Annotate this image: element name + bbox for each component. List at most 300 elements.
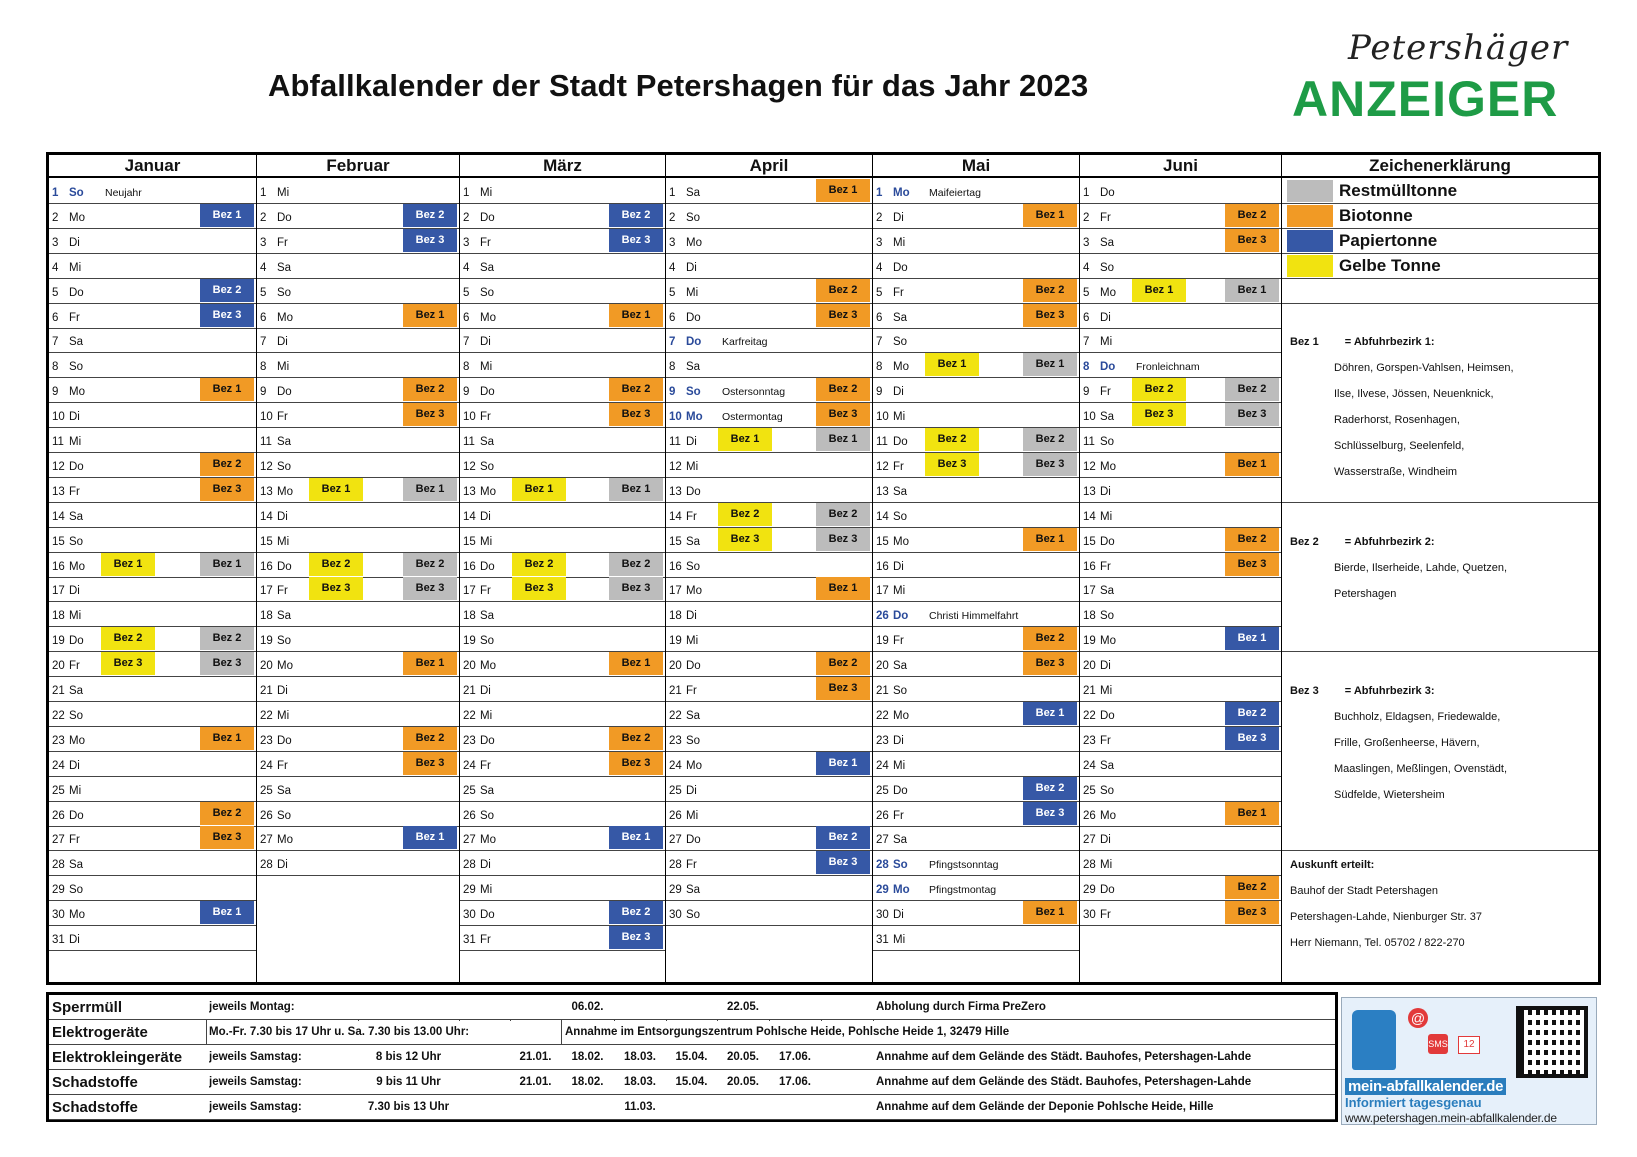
day-row[interactable] [460, 601, 665, 627]
pickup-badge-gray[interactable]: Bez 2 [403, 553, 457, 576]
day-row[interactable] [257, 178, 459, 204]
day-row[interactable] [460, 776, 665, 802]
day-row[interactable] [1080, 352, 1281, 378]
day-row[interactable] [1080, 900, 1281, 926]
pickup-badge-yellow[interactable]: Bez 1 [101, 553, 155, 576]
pickup-badge-blue[interactable]: Bez 3 [1225, 727, 1279, 750]
day-row[interactable] [49, 801, 256, 827]
pickup-badge-gray[interactable]: Bez 1 [403, 478, 457, 501]
day-row[interactable] [666, 303, 872, 329]
pickup-badge-orange[interactable]: Bez 1 [1225, 453, 1279, 476]
pickup-badge-gray[interactable]: Bez 3 [609, 577, 663, 600]
pickup-badge-orange[interactable]: Bez 1 [609, 304, 663, 327]
day-row[interactable] [460, 925, 665, 951]
day-row[interactable] [873, 452, 1079, 478]
day-row[interactable] [666, 676, 872, 702]
day-row[interactable] [1080, 726, 1281, 752]
day-row[interactable] [49, 576, 256, 602]
pickup-badge-blue[interactable]: Bez 2 [816, 826, 870, 849]
pickup-badge-orange[interactable]: Bez 3 [816, 304, 870, 327]
pickup-badge-gray[interactable]: Bez 1 [609, 478, 663, 501]
day-row[interactable] [257, 477, 459, 503]
day-row[interactable] [257, 527, 459, 553]
day-row[interactable] [666, 552, 872, 578]
day-row[interactable] [257, 825, 459, 851]
day-row[interactable] [873, 900, 1079, 926]
pickup-badge-orange[interactable]: Bez 3 [609, 403, 663, 426]
day-row[interactable] [1080, 253, 1281, 279]
day-row[interactable] [49, 701, 256, 727]
day-row[interactable] [666, 626, 872, 652]
day-row[interactable] [460, 477, 665, 503]
day-number: 11 [260, 436, 272, 448]
day-row[interactable] [873, 253, 1079, 279]
day-row[interactable] [873, 726, 1079, 752]
weekday: Mi [69, 261, 82, 274]
day-row[interactable] [1080, 676, 1281, 702]
day-row[interactable] [873, 327, 1079, 353]
pickup-badge-yellow[interactable]: Bez 3 [718, 528, 772, 551]
day-row[interactable] [1080, 701, 1281, 727]
holiday-note: Neujahr [105, 187, 142, 199]
day-row[interactable] [666, 477, 872, 503]
pickup-badge-yellow[interactable]: Bez 3 [925, 453, 979, 476]
pickup-badge-orange[interactable]: Bez 1 [1023, 204, 1077, 227]
day-row[interactable] [666, 402, 872, 428]
pickup-badge-yellow[interactable]: Bez 1 [309, 478, 363, 501]
day-row[interactable] [460, 900, 665, 926]
day-row[interactable] [666, 228, 872, 254]
pickup-badge-blue[interactable]: Bez 3 [403, 229, 457, 252]
day-row[interactable] [257, 303, 459, 329]
day-row[interactable] [873, 601, 1079, 627]
pickup-badge-blue[interactable]: Bez 2 [403, 204, 457, 227]
pickup-badge-yellow[interactable]: Bez 1 [1132, 279, 1186, 302]
day-row[interactable] [460, 527, 665, 553]
day-row[interactable] [873, 203, 1079, 229]
pickup-badge-yellow[interactable]: Bez 3 [101, 652, 155, 675]
pickup-badge-orange[interactable]: Bez 1 [200, 727, 254, 750]
day-row[interactable] [666, 601, 872, 627]
service-date [614, 995, 666, 1020]
pickup-badge-gray[interactable]: Bez 2 [609, 553, 663, 576]
pickup-badge-orange[interactable]: Bez 1 [200, 378, 254, 401]
pickup-badge-blue[interactable]: Bez 3 [1023, 802, 1077, 825]
day-row[interactable] [666, 801, 872, 827]
day-row[interactable] [460, 875, 665, 901]
day-row[interactable] [460, 825, 665, 851]
pickup-badge-orange[interactable]: Bez 3 [403, 403, 457, 426]
day-row[interactable] [1080, 527, 1281, 553]
day-row[interactable] [49, 626, 256, 652]
pickup-badge-blue[interactable]: Bez 1 [200, 901, 254, 924]
pickup-badge-blue[interactable]: Bez 3 [816, 851, 870, 874]
weekday: So [1100, 261, 1115, 274]
day-row[interactable] [1080, 626, 1281, 652]
pickup-badge-orange[interactable]: Bez 2 [1023, 627, 1077, 650]
day-row[interactable] [873, 427, 1079, 453]
day-row[interactable] [666, 527, 872, 553]
day-row[interactable] [460, 726, 665, 752]
pickup-badge-gray[interactable]: Bez 3 [200, 652, 254, 675]
pickup-badge-orange[interactable]: Bez 3 [1023, 304, 1077, 327]
day-row[interactable] [873, 676, 1079, 702]
pickup-badge-gray[interactable]: Bez 1 [1225, 279, 1279, 302]
day-row[interactable] [49, 427, 256, 453]
day-row[interactable] [873, 178, 1079, 204]
pickup-badge-orange[interactable]: Bez 2 [609, 378, 663, 401]
pickup-badge-orange[interactable]: Bez 3 [816, 677, 870, 700]
pickup-badge-blue[interactable]: Bez 1 [403, 826, 457, 849]
day-row[interactable] [49, 776, 256, 802]
day-row[interactable] [257, 601, 459, 627]
day-number: 4 [463, 261, 470, 274]
weekday: Mo [893, 535, 909, 548]
day-row[interactable] [257, 576, 459, 602]
weekday: Do [686, 311, 701, 324]
day-row[interactable] [1080, 502, 1281, 528]
day-row[interactable] [257, 676, 459, 702]
day-row[interactable] [49, 303, 256, 329]
day-row[interactable] [49, 253, 256, 279]
day-row[interactable] [460, 701, 665, 727]
pickup-badge-orange[interactable]: Bez 2 [200, 453, 254, 476]
month-column [1080, 155, 1282, 982]
day-row[interactable] [1080, 875, 1281, 901]
ad-url[interactable]: www.petershagen.mein-abfallkalender.de [1345, 1111, 1557, 1125]
day-row[interactable] [49, 850, 256, 876]
day-row[interactable] [257, 502, 459, 528]
pickup-badge-yellow[interactable]: Bez 2 [101, 627, 155, 650]
day-row[interactable] [460, 552, 665, 578]
day-row[interactable] [460, 228, 665, 254]
day-row[interactable] [460, 178, 665, 204]
pickup-badge-orange[interactable]: Bez 3 [609, 752, 663, 775]
day-row[interactable] [873, 303, 1079, 329]
day-row[interactable] [460, 626, 665, 652]
day-row[interactable] [666, 278, 872, 304]
day-row[interactable] [257, 651, 459, 677]
day-row[interactable] [873, 278, 1079, 304]
day-row[interactable] [873, 875, 1079, 901]
pickup-badge-orange[interactable]: Bez 3 [1023, 652, 1077, 675]
day-row[interactable] [257, 701, 459, 727]
pickup-badge-gray[interactable]: Bez 2 [200, 627, 254, 650]
day-row[interactable] [666, 327, 872, 353]
day-row[interactable] [460, 801, 665, 827]
day-row[interactable] [873, 527, 1079, 553]
pickup-badge-gray[interactable]: Bez 2 [1225, 378, 1279, 401]
day-row[interactable] [1080, 228, 1281, 254]
pickup-badge-yellow[interactable]: Bez 3 [309, 577, 363, 600]
day-row[interactable] [1080, 452, 1281, 478]
day-row[interactable] [257, 278, 459, 304]
day-row[interactable] [257, 352, 459, 378]
pickup-badge-gray[interactable]: Bez 3 [1023, 453, 1077, 476]
day-row[interactable] [873, 751, 1079, 777]
day-row[interactable] [257, 850, 459, 876]
day-row[interactable] [257, 726, 459, 752]
pickup-badge-yellow[interactable]: Bez 2 [925, 428, 979, 451]
pickup-badge-orange[interactable]: Bez 1 [816, 577, 870, 600]
pickup-badge-blue[interactable]: Bez 1 [609, 826, 663, 849]
pickup-badge-blue[interactable]: Bez 3 [200, 304, 254, 327]
day-row[interactable] [49, 825, 256, 851]
pickup-badge-orange[interactable]: Bez 1 [1023, 528, 1077, 551]
day-row[interactable] [666, 178, 872, 204]
day-row[interactable] [49, 601, 256, 627]
pickup-badge-blue[interactable]: Bez 1 [1023, 702, 1077, 725]
day-row[interactable] [49, 527, 256, 553]
day-row[interactable] [460, 253, 665, 279]
pickup-badge-orange[interactable]: Bez 2 [403, 378, 457, 401]
day-row[interactable] [1080, 278, 1281, 304]
day-row[interactable] [873, 776, 1079, 802]
day-row[interactable] [460, 278, 665, 304]
day-row[interactable] [1080, 801, 1281, 827]
pickup-badge-orange[interactable]: Bez 2 [403, 727, 457, 750]
day-row[interactable] [1080, 477, 1281, 503]
day-row[interactable] [1080, 651, 1281, 677]
day-row[interactable] [49, 552, 256, 578]
pickup-badge-yellow[interactable]: Bez 1 [512, 478, 566, 501]
day-row[interactable] [873, 352, 1079, 378]
day-row[interactable] [257, 751, 459, 777]
pickup-badge-orange[interactable]: Bez 3 [200, 478, 254, 501]
day-row[interactable] [460, 576, 665, 602]
day-row[interactable] [666, 352, 872, 378]
day-row[interactable] [49, 402, 256, 428]
day-row[interactable] [49, 676, 256, 702]
day-row[interactable] [873, 825, 1079, 851]
day-row[interactable] [49, 327, 256, 353]
day-row[interactable] [1080, 601, 1281, 627]
pickup-badge-blue[interactable]: Bez 1 [200, 204, 254, 227]
day-row[interactable] [666, 701, 872, 727]
day-row[interactable] [460, 751, 665, 777]
day-row[interactable] [873, 402, 1079, 428]
day-row[interactable] [1080, 203, 1281, 229]
day-row[interactable] [49, 875, 256, 901]
day-row[interactable] [49, 477, 256, 503]
pickup-badge-yellow[interactable]: Bez 2 [309, 553, 363, 576]
pickup-badge-yellow[interactable]: Bez 2 [512, 553, 566, 576]
pickup-badge-orange[interactable]: Bez 1 [816, 179, 870, 202]
pickup-badge-orange[interactable]: Bez 2 [200, 802, 254, 825]
pickup-badge-orange[interactable]: Bez 1 [1023, 901, 1077, 924]
day-row[interactable] [666, 875, 872, 901]
day-row[interactable] [873, 651, 1079, 677]
day-row[interactable] [49, 900, 256, 926]
day-row[interactable] [873, 801, 1079, 827]
day-row[interactable] [460, 850, 665, 876]
day-row[interactable] [49, 925, 256, 951]
day-row[interactable] [1080, 825, 1281, 851]
day-row[interactable] [257, 801, 459, 827]
weekday: Mi [69, 436, 82, 448]
pickup-badge-orange[interactable]: Bez 1 [1225, 802, 1279, 825]
day-row[interactable] [49, 278, 256, 304]
day-row[interactable] [257, 452, 459, 478]
pickup-badge-orange[interactable]: Bez 2 [609, 727, 663, 750]
pickup-badge-gray[interactable]: Bez 1 [1023, 353, 1077, 376]
day-row[interactable] [257, 402, 459, 428]
pickup-badge-yellow[interactable]: Bez 1 [718, 428, 772, 451]
pickup-badge-orange[interactable]: Bez 2 [1225, 528, 1279, 551]
day-number: 18 [52, 610, 65, 623]
day-number: 12 [52, 460, 65, 473]
day-row[interactable] [49, 377, 256, 403]
day-row[interactable] [49, 352, 256, 378]
day-row[interactable] [666, 377, 872, 403]
pickup-badge-orange[interactable]: Bez 2 [1023, 279, 1077, 302]
day-row[interactable] [49, 203, 256, 229]
day-row[interactable] [257, 327, 459, 353]
pickup-badge-orange[interactable]: Bez 3 [1225, 553, 1279, 576]
day-number: 13 [669, 485, 682, 498]
pickup-badge-gray[interactable]: Bez 1 [200, 553, 254, 576]
day-row[interactable] [1080, 552, 1281, 578]
day-row[interactable] [49, 726, 256, 752]
day-row[interactable] [1080, 751, 1281, 777]
day-row[interactable] [49, 751, 256, 777]
pickup-badge-orange[interactable]: Bez 2 [816, 652, 870, 675]
pickup-badge-gray[interactable]: Bez 3 [403, 577, 457, 600]
day-row[interactable] [1080, 576, 1281, 602]
day-row[interactable] [666, 427, 872, 453]
day-row[interactable] [1080, 178, 1281, 204]
weekday: Di [893, 909, 904, 922]
day-row[interactable] [666, 726, 872, 752]
day-row[interactable] [257, 776, 459, 802]
pickup-badge-orange[interactable]: Bez 1 [609, 652, 663, 675]
day-row[interactable] [666, 576, 872, 602]
day-row[interactable] [460, 327, 665, 353]
day-row[interactable] [49, 228, 256, 254]
pickup-badge-gray[interactable]: Bez 2 [1023, 428, 1077, 451]
pickup-badge-blue[interactable]: Bez 3 [609, 229, 663, 252]
day-row[interactable] [257, 228, 459, 254]
day-row[interactable] [666, 253, 872, 279]
day-row[interactable] [873, 552, 1079, 578]
day-row[interactable] [873, 850, 1079, 876]
pickup-badge-orange[interactable]: Bez 1 [403, 652, 457, 675]
day-row[interactable] [460, 203, 665, 229]
day-row[interactable] [460, 452, 665, 478]
holiday-note: Ostermontag [722, 411, 783, 424]
pickup-badge-blue[interactable]: Bez 2 [1023, 777, 1077, 800]
day-row[interactable] [49, 178, 256, 204]
day-row[interactable] [666, 502, 872, 528]
day-row[interactable] [1080, 850, 1281, 876]
day-row[interactable] [873, 626, 1079, 652]
pickup-badge-orange[interactable]: Bez 2 [816, 378, 870, 401]
weekday: Di [277, 510, 288, 523]
pickup-badge-blue[interactable]: Bez 2 [609, 901, 663, 924]
day-row[interactable] [460, 352, 665, 378]
pickup-badge-blue[interactable]: Bez 2 [1225, 702, 1279, 725]
day-row[interactable] [49, 502, 256, 528]
day-row[interactable] [257, 626, 459, 652]
day-row[interactable] [873, 576, 1079, 602]
day-row[interactable] [666, 751, 872, 777]
day-row[interactable] [666, 203, 872, 229]
day-row[interactable] [666, 776, 872, 802]
day-row[interactable] [1080, 377, 1281, 403]
day-row[interactable] [666, 452, 872, 478]
pickup-badge-blue[interactable]: Bez 2 [609, 204, 663, 227]
day-row[interactable] [460, 303, 665, 329]
pickup-badge-gray[interactable]: Bez 1 [816, 428, 870, 451]
day-row[interactable] [257, 203, 459, 229]
day-row[interactable] [873, 701, 1079, 727]
pickup-badge-blue[interactable]: Bez 1 [816, 752, 870, 775]
day-number: 11 [876, 436, 888, 448]
pickup-badge-orange[interactable]: Bez 3 [1225, 901, 1279, 924]
pickup-badge-yellow[interactable]: Bez 2 [718, 503, 772, 526]
pickup-badge-yellow[interactable]: Bez 3 [512, 577, 566, 600]
pickup-badge-orange[interactable]: Bez 3 [816, 403, 870, 426]
day-row[interactable] [873, 925, 1079, 951]
pickup-badge-blue[interactable]: Bez 1 [1225, 627, 1279, 650]
day-row[interactable] [257, 427, 459, 453]
pickup-badge-gray[interactable]: Bez 3 [816, 528, 870, 551]
day-row[interactable] [257, 253, 459, 279]
day-row[interactable] [666, 825, 872, 851]
pickup-badge-orange[interactable]: Bez 3 [403, 752, 457, 775]
day-row[interactable] [1080, 402, 1281, 428]
pickup-badge-blue[interactable]: Bez 2 [200, 279, 254, 302]
district-block [1290, 678, 1592, 808]
day-row[interactable] [460, 502, 665, 528]
pickup-badge-orange[interactable]: Bez 3 [200, 826, 254, 849]
day-row[interactable] [257, 552, 459, 578]
pickup-badge-yellow[interactable]: Bez 2 [1132, 378, 1186, 401]
day-row[interactable] [873, 477, 1079, 503]
day-row[interactable] [257, 377, 459, 403]
day-row[interactable] [666, 850, 872, 876]
day-row[interactable] [460, 676, 665, 702]
pickup-badge-gray[interactable]: Bez 3 [1225, 403, 1279, 426]
day-row[interactable] [873, 502, 1079, 528]
day-row[interactable] [1080, 327, 1281, 353]
day-row[interactable] [1080, 776, 1281, 802]
pickup-badge-orange[interactable]: Bez 3 [1225, 229, 1279, 252]
pickup-badge-blue[interactable]: Bez 3 [609, 926, 663, 949]
pickup-badge-orange[interactable]: Bez 2 [816, 279, 870, 302]
day-row[interactable] [873, 228, 1079, 254]
day-row[interactable] [460, 427, 665, 453]
day-row[interactable] [460, 402, 665, 428]
day-row[interactable] [49, 651, 256, 677]
app-advert[interactable] [1341, 997, 1597, 1125]
month-header: Mai [873, 155, 1079, 178]
pickup-badge-orange[interactable]: Bez 2 [1225, 876, 1279, 899]
pickup-badge-gray[interactable]: Bez 2 [816, 503, 870, 526]
day-row[interactable] [460, 377, 665, 403]
pickup-badge-yellow[interactable]: Bez 3 [1132, 403, 1186, 426]
day-row[interactable] [873, 377, 1079, 403]
pickup-badge-orange[interactable]: Bez 2 [1225, 204, 1279, 227]
day-row[interactable] [666, 651, 872, 677]
day-row[interactable] [49, 452, 256, 478]
day-row[interactable] [666, 900, 872, 926]
pickup-badge-yellow[interactable]: Bez 1 [925, 353, 979, 376]
day-row[interactable] [460, 651, 665, 677]
day-row[interactable] [1080, 303, 1281, 329]
day-row[interactable] [1080, 427, 1281, 453]
pickup-badge-orange[interactable]: Bez 1 [403, 304, 457, 327]
